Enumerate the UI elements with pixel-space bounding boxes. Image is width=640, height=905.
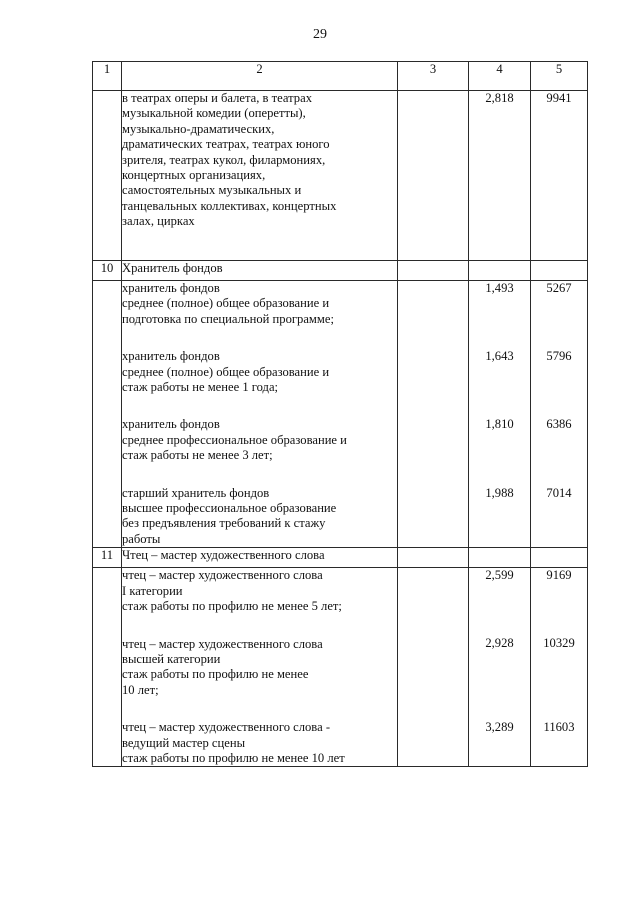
- salary-value: 9941: [531, 91, 588, 261]
- coefficient-value: 2,818: [469, 91, 531, 261]
- salary-value: 5796: [546, 349, 572, 364]
- position-description: в театрах оперы и балета, в театрах музыкальной комедии (оперетты), музыкально-драматических, драматических театрах, театрах юного зрителя, театрах кукол, филармониях, концертных организациях, самостоятельных музыкальных и танцевальных коллективах, концертных залах, цирках: [122, 91, 398, 261]
- list-item: хранитель фондов среднее (полное) общее образование и подготовка по специальной программе;: [122, 281, 334, 326]
- section-10-items-row: [93, 281, 588, 548]
- coefficient-list: [469, 568, 531, 767]
- section-11-items-row: [93, 568, 588, 767]
- salary-value: 9169: [546, 568, 572, 583]
- section-title: Чтец – мастер художественного слова: [122, 548, 398, 568]
- list-item: хранитель фондов среднее (полное) общее образование и стаж работы не менее 1 года;: [122, 349, 330, 395]
- list-item: старший хранитель фондов высшее профессиональное образование без предъявления требований к стажу работы: [122, 485, 337, 546]
- section-11-title-row: [93, 548, 588, 568]
- salary-value: 11603: [543, 720, 575, 735]
- coefficient-value: 1,810: [485, 417, 514, 432]
- page-number: 29: [313, 27, 327, 42]
- empty-cell: [531, 548, 588, 568]
- salary-value: 7014: [546, 485, 572, 500]
- row-num-cell: [93, 281, 122, 548]
- empty-cell: [398, 281, 469, 548]
- coefficient-value: 1,988: [485, 485, 514, 500]
- row-num-cell: [93, 568, 122, 767]
- empty-cell: [398, 568, 469, 767]
- list-item: чтец – мастер художественного слова - ведущий мастер сцены стаж работы по профилю не менее 10 лет: [122, 720, 345, 765]
- position-list: [122, 568, 398, 767]
- coefficient-value: 1,643: [485, 349, 514, 364]
- salary-value: 5267: [546, 281, 572, 295]
- salary-list: [531, 281, 588, 548]
- header-col-4: 4: [469, 62, 531, 91]
- empty-cell: [398, 91, 469, 261]
- table-header-row: [93, 62, 588, 91]
- position-list: [122, 281, 398, 548]
- section-10-title-row: [93, 261, 588, 281]
- empty-cell: [531, 261, 588, 281]
- list-item: чтец – мастер художественного слова высшей категории стаж работы по профилю не менее 10 лет;: [122, 636, 323, 697]
- header-col-2: 2: [122, 62, 398, 91]
- empty-cell: [398, 548, 469, 568]
- empty-cell: [469, 261, 531, 281]
- header-col-5: 5: [531, 62, 588, 91]
- empty-cell: [469, 548, 531, 568]
- header-col-3: 3: [398, 62, 469, 91]
- list-item: хранитель фондов среднее профессиональное образование и стаж работы не менее 3 лет;: [122, 417, 347, 463]
- section-title: Хранитель фондов: [122, 261, 398, 281]
- salary-value: 10329: [543, 636, 575, 651]
- salary-list: [531, 568, 588, 767]
- empty-cell: [398, 261, 469, 281]
- coefficient-value: 1,493: [485, 281, 514, 295]
- coefficient-list: [469, 281, 531, 548]
- coefficient-value: 2,928: [485, 636, 514, 651]
- row-num-cell: [93, 91, 122, 261]
- section-number: 10: [93, 261, 122, 281]
- salary-table: [92, 61, 588, 767]
- coefficient-value: 3,289: [485, 720, 514, 735]
- list-item: чтец – мастер художественного слова I категории стаж работы по профилю не менее 5 лет;: [122, 568, 342, 614]
- coefficient-value: 2,599: [485, 568, 514, 583]
- header-col-1: 1: [93, 62, 122, 91]
- section-number: 11: [93, 548, 122, 568]
- salary-value: 6386: [546, 417, 572, 432]
- table-row-continuation: [93, 91, 588, 261]
